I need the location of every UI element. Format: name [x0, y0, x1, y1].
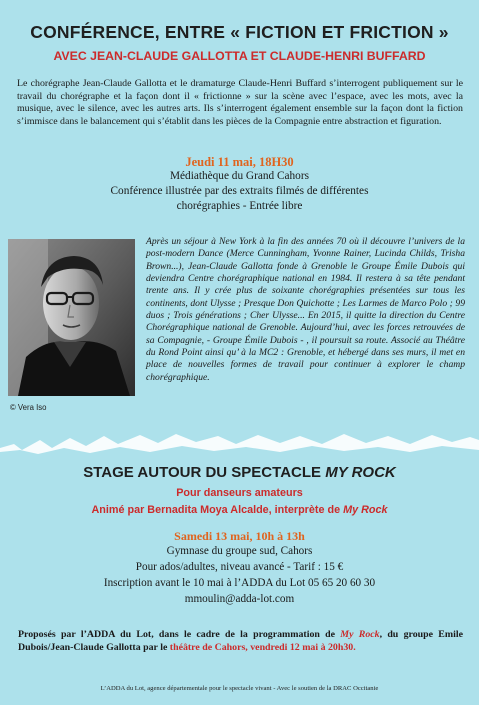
stage-audience: Pour danseurs amateurs [176, 487, 303, 499]
footer-venue-date: théâtre de Cahors, vendredi 12 mai à 20h30. [169, 642, 356, 653]
stage-email[interactable]: mmoulin@adda-lot.com [184, 593, 295, 605]
footer-part1: Proposés par l’ADDA du Lot, dans le cadre de la programmation de [18, 629, 341, 640]
portrait-image [8, 239, 135, 396]
conference-date: Jeudi 11 mai, 18H30 [185, 155, 294, 169]
conference-venue: Médiathèque du Grand Cahors [170, 170, 309, 182]
footer-show: My Rock [340, 629, 380, 640]
decorative-divider [0, 426, 479, 466]
stage-host [0, 504, 479, 516]
stage-date: Samedi 13 mai, 10h à 13h [174, 529, 305, 543]
stage-registration: Inscription avant le 10 mai à l’ADDA du Lot 05 65 20 60 30 [103, 577, 376, 589]
stage-host-show: My Rock [343, 504, 388, 516]
stage-title [0, 464, 479, 481]
stage-host-prefix: Animé par Bernadita Moya Alcalde, interprète de [91, 504, 344, 516]
stage-title-show: MY ROCK [325, 464, 396, 481]
stage-level: Pour ados/adultes, niveau avancé - Tarif : 15 € [135, 561, 344, 573]
conference-title: CONFÉRENCE, ENTRE « FICTION ET FRICTION » [30, 22, 449, 42]
stage-title-prefix: STAGE AUTOUR DU SPECTACLE [83, 464, 326, 481]
footer-credits: L’ADDA du Lot, agence départementale pour le spectacle vivant - Avec le soutien de la DRAC Occitanie [100, 685, 379, 692]
conference-description-line2: chorégraphies - Entrée libre [176, 200, 303, 212]
photo-credit: © Vera Iso [10, 403, 47, 412]
biography-text: Après un séjour à New York à la fin des années 70 où il découvre l’univers de la post-modern Dance (Merce Cunningham, Yvonne Rainer, Lucinda Childs, Trisha Brown...), Jean-Claude Gallotta fonde à Grenoble le Groupe Émile Dubois qui deviendra Centre chorégraphique national en 1984. Il restera à sa tête pendant trente ans. Il y crée plus de soixante chorégraphies présentées sur tous les continents, dont Ulysse ; Presque Don Quichotte ; Les Larmes de Marco Polo ; 99 duos ; Trois générations ; Cher Ulysse... En 2015, il quitte la direction du Centre Chorégraphique national de Grenoble. Aujourd’hui, avec les forces retrouvées de sa Compagnie, - Groupe Émile Dubois - , il poursuit sa route. Associé au Théâtre du Rond Point ainsi qu’ à la MC2 : Grenoble, et hébergé dans ses murs, il met en place de nouvelles formes de travail pour continuer à explorer le champ chorégraphique. [146, 236, 465, 383]
stage-venue: Gymnase du groupe sud, Cahors [166, 545, 313, 557]
footer-note [18, 628, 463, 654]
footer-part2: , du groupe Emile Dubois/Jean-Claude Gallotta par le [18, 629, 463, 653]
conference-intro: Le chorégraphe Jean-Claude Gallotta et le dramaturge Claude-Henri Buffard s’interrogent publiquement sur le travail du chorégraphe et la façon dont il « frictionne » sur la scène avec l’espace, avec les mots, avec la musique, avec le silence, avec les autres arts. Ils s’interrogent également ensemble sur la façon dont la fiction s’immisce dans le balancement qui s’établit dans les pièces de la Compagnie entre abstraction et figuration. [17, 78, 463, 127]
conference-subtitle: AVEC JEAN-CLAUDE GALLOTTA ET CLAUDE-HENRI BUFFARD [53, 49, 426, 63]
conference-description-line1: Conférence illustrée par des extraits filmés de différentes [110, 185, 369, 197]
portrait-photo [8, 239, 135, 396]
